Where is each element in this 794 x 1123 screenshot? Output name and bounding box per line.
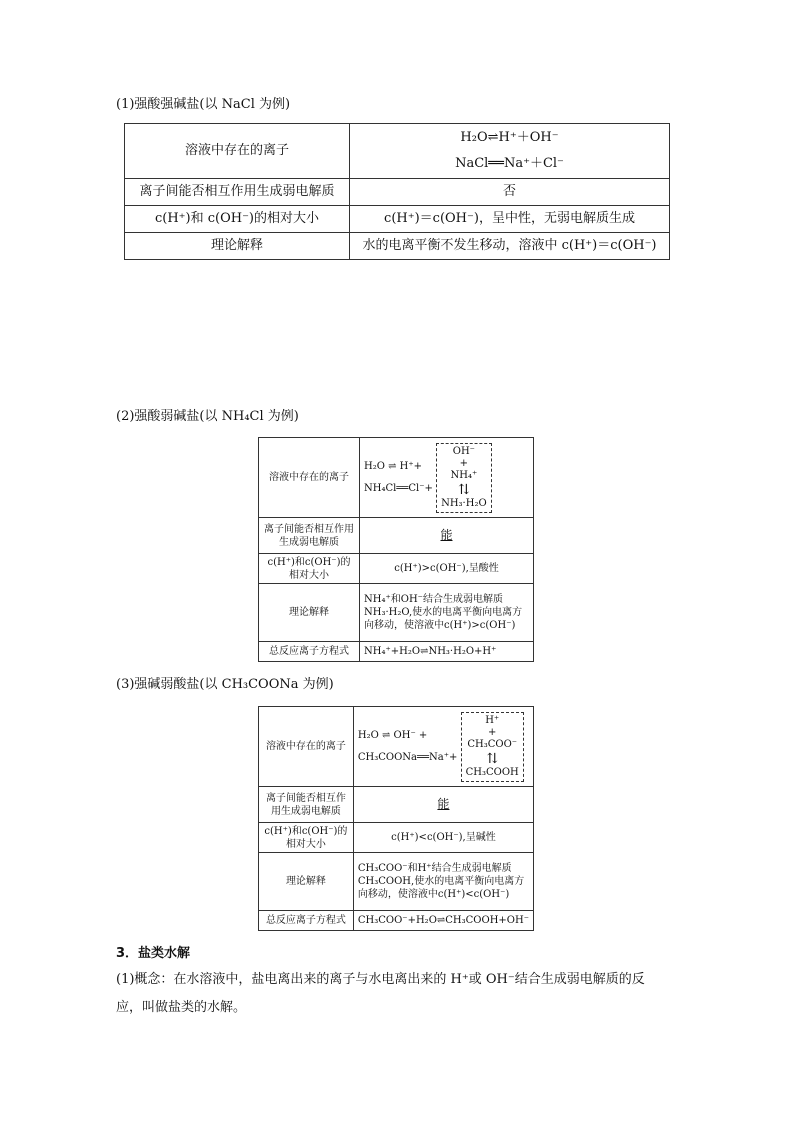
nacl-ionization-eq: NaCl══Na⁺＋Cl⁻ [455, 156, 564, 171]
s3-box-plus: + [488, 726, 497, 738]
s3-equilibrium-box [461, 712, 524, 782]
s3-row1-value [353, 707, 533, 787]
s2-row1-value [360, 438, 534, 518]
row-ions-label: 溶液中存在的离子 [125, 124, 350, 179]
s3-box-top: H⁺ [485, 714, 500, 726]
s2-eq1: H₂O ⇌ H⁺+ [364, 460, 423, 472]
s2-row3-label: c(H⁺)和c(OH⁻)的相对大小 [259, 554, 360, 584]
nh4cl-table [258, 437, 534, 662]
s3-row2-value [353, 787, 533, 823]
s3-row3-label: c(H⁺)和c(OH⁻)的相对大小 [259, 823, 354, 853]
s3-row3-value: c(H⁺)<c(OH⁻),呈碱性 [353, 823, 533, 853]
s3-row5-label: 总反应离子方程式 [259, 911, 354, 931]
s3-row2-label: 离子间能否相互作用生成弱电解质 [259, 787, 354, 823]
s2-row5-label: 总反应离子方程式 [259, 642, 360, 662]
concept-line-2: 应，叫做盐类的水解。 [116, 1000, 247, 1015]
section4-heading: 3．盐类水解 [116, 946, 191, 961]
s3-row2-text: 能 [437, 797, 450, 811]
s2-row2-text: 能 [440, 528, 453, 542]
s2-box-bottom: NH₃·H₂O [441, 497, 487, 509]
row-theory-label: 理论解释 [125, 233, 350, 260]
s2-row4-value: NH₄⁺和OH⁻结合生成弱电解质NH₃·H₂O,使水的电离平衡向电离方向移动，使溶液中c(H⁺)>c(OH⁻) [360, 584, 534, 642]
water-ionization-eq: H₂O⇌H⁺＋OH⁻ [460, 130, 559, 145]
s3-eq1: H₂O ⇌ OH⁻ + [357, 729, 428, 741]
s3-row5-value: CH₃COO⁻+H₂O⇌CH₃COOH+OH⁻ [353, 911, 533, 931]
row-interact-label: 离子间能否相互作用生成弱电解质 [125, 179, 350, 206]
s2-box-arrow: ⇅ [458, 481, 470, 498]
s2-eq2: NH₄Cl══Cl⁻+ [364, 482, 433, 494]
row-compare-value: c(H⁺)＝c(OH⁻)，呈中性，无弱电解质生成 [350, 206, 670, 233]
s3-box-arrow: ⇅ [486, 750, 499, 767]
row-ions-value [350, 124, 670, 179]
s3-eq2: CH₃COONa══Na⁺+ [357, 751, 458, 763]
row-compare-label: c(H⁺)和 c(OH⁻)的相对大小 [125, 206, 350, 233]
s3-box-mid: CH₃COO⁻ [467, 738, 518, 750]
s2-row2-value [360, 518, 534, 554]
s2-row1-label: 溶液中存在的离子 [259, 438, 360, 518]
section3-heading: (3)强碱弱酸盐(以 CH₃COONa 为例) [116, 677, 334, 692]
s2-box-mid: NH₄⁺ [450, 469, 478, 481]
s2-equilibrium-box [436, 443, 492, 513]
s3-row1-label: 溶液中存在的离子 [259, 707, 354, 787]
s2-box-plus: + [459, 457, 469, 469]
row-theory-value: 水的电离平衡不发生移动，溶液中 c(H⁺)＝c(OH⁻) [350, 233, 670, 260]
s2-row2-label: 离子间能否相互作用生成弱电解质 [259, 518, 360, 554]
s3-box-bottom: CH₃COOH [465, 766, 519, 778]
section2-heading: (2)强酸弱碱盐(以 NH₄Cl 为例) [116, 409, 299, 424]
concept-line-1: (1)概念：在水溶液中，盐电离出来的离子与水电离出来的 H⁺或 OH⁻结合生成弱电解质的反 [116, 972, 645, 987]
section1-heading: (1)强酸强碱盐(以 NaCl 为例) [116, 97, 291, 112]
nacl-table [124, 123, 670, 260]
s2-box-top: OH⁻ [452, 445, 475, 457]
s2-row3-value: c(H⁺)>c(OH⁻),呈酸性 [360, 554, 534, 584]
row-interact-value: 否 [350, 179, 670, 206]
s3-row4-label: 理论解释 [259, 853, 354, 911]
s3-row4-value: CH₃COO⁻和H⁺结合生成弱电解质CH₃COOH,使水的电离平衡向电离方向移动，使溶液中c(H⁺)<c(OH⁻) [353, 853, 533, 911]
s2-row4-label: 理论解释 [259, 584, 360, 642]
ch3coona-table [258, 706, 534, 931]
s2-row5-value: NH₄⁺+H₂O⇌NH₃·H₂O+H⁺ [360, 642, 534, 662]
